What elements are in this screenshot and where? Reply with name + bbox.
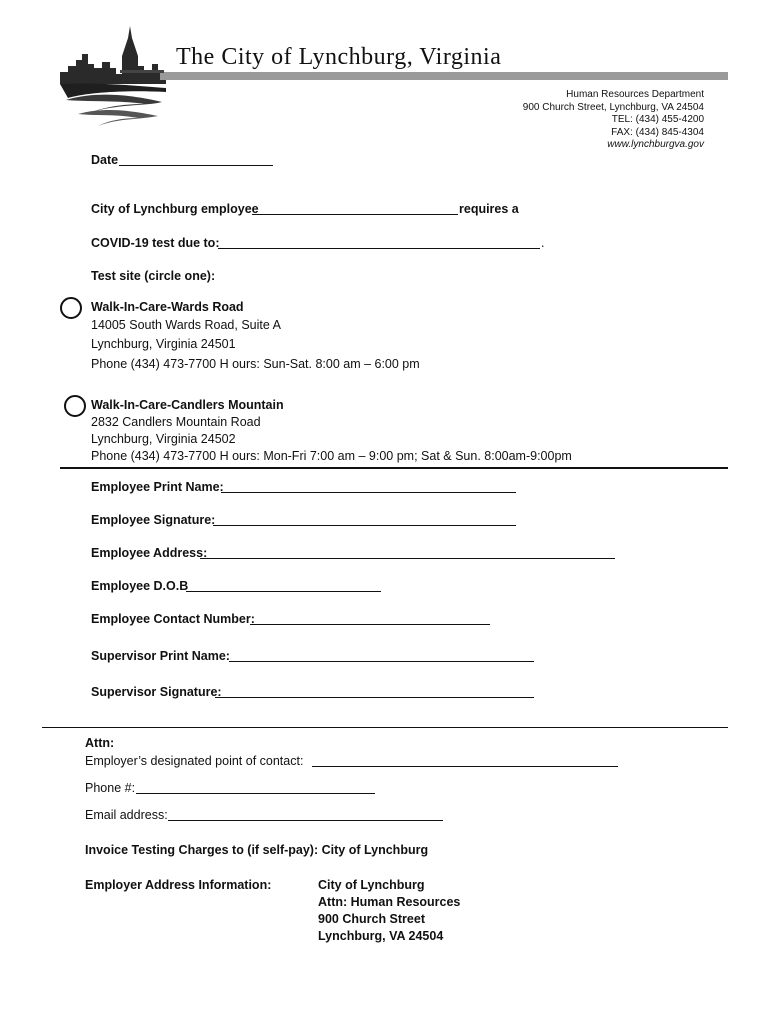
supervisor-print-name-field[interactable] xyxy=(229,661,534,662)
date-field[interactable] xyxy=(119,165,273,166)
site-1-select-circle[interactable] xyxy=(60,297,82,319)
employer-address-line-3: 900 Church Street xyxy=(318,912,425,926)
hr-fax: FAX: (434) 845-4304 xyxy=(611,126,704,138)
employee-address-label: Employee Address: xyxy=(91,546,208,560)
supervisor-print-name-label: Supervisor Print Name: xyxy=(91,649,230,663)
phone-field[interactable] xyxy=(136,793,375,794)
test-site-label: Test site (circle one): xyxy=(91,269,216,283)
site-1-phone: Phone (434) 473-7700 H ours: Sun-Sat. 8:00 am – 6:00 pm xyxy=(91,357,420,371)
employee-dob-label: Employee D.O.B xyxy=(91,579,189,593)
employee-name-field[interactable] xyxy=(252,214,458,215)
site-2-phone: Phone (434) 473-7700 H ours: Mon-Fri 7:00 am – 9:00 pm; Sat & Sun. 8:00am-9:00pm xyxy=(91,449,572,463)
employee-print-name-label: Employee Print Name: xyxy=(91,480,224,494)
city-logo xyxy=(58,26,170,128)
section-divider-2 xyxy=(42,727,728,728)
employer-address-line-1: City of Lynchburg xyxy=(318,878,425,892)
employee-dob-field[interactable] xyxy=(186,591,381,592)
requires-label: requires a xyxy=(459,202,519,216)
employer-address-line-4: Lynchburg, VA 24504 xyxy=(318,929,444,943)
site-2-select-circle[interactable] xyxy=(64,395,86,417)
email-label: Email address: xyxy=(85,808,168,822)
site-1-city: Lynchburg, Virginia 24501 xyxy=(91,337,236,351)
employer-address-label: Employer Address Information: xyxy=(85,878,272,892)
poc-label: Employer’s designated point of contact: xyxy=(85,754,304,768)
site-2-street: 2832 Candlers Mountain Road xyxy=(91,415,261,429)
attn-label: Attn: xyxy=(85,736,115,750)
phone-label: Phone #: xyxy=(85,781,136,795)
employee-print-name-field[interactable] xyxy=(221,492,516,493)
header-band xyxy=(160,72,728,80)
hr-website: www.lynchburgva.gov xyxy=(607,139,704,150)
hr-address: 900 Church Street, Lynchburg, VA 24504 xyxy=(522,101,704,113)
covid-reason-field[interactable] xyxy=(218,248,540,249)
poc-field[interactable] xyxy=(312,766,618,767)
header-band-thin xyxy=(120,70,164,73)
employer-address-line-2: Attn: Human Resources xyxy=(318,895,461,909)
site-1-name: Walk-In-Care-Wards Road xyxy=(91,300,244,314)
site-1-street: 14005 South Wards Road, Suite A xyxy=(91,318,281,332)
employee-label: City of Lynchburg employee xyxy=(91,202,259,216)
site-2-name: Walk-In-Care-Candlers Mountain xyxy=(91,398,284,412)
employee-address-field[interactable] xyxy=(200,558,615,559)
page-title: The City of Lynchburg, Virginia xyxy=(176,44,502,70)
employee-contact-label: Employee Contact Number: xyxy=(91,612,255,626)
site-2-city: Lynchburg, Virginia 24502 xyxy=(91,432,236,446)
supervisor-signature-label: Supervisor Signature: xyxy=(91,685,222,699)
supervisor-signature-field[interactable] xyxy=(215,697,534,698)
hr-tel: TEL: (434) 455-4200 xyxy=(611,114,704,125)
covid-period: . xyxy=(541,236,545,250)
hr-contact-block xyxy=(523,89,704,152)
section-divider-1 xyxy=(60,467,728,469)
employee-contact-field[interactable] xyxy=(250,624,490,625)
invoice-label: Invoice Testing Charges to (if self-pay): City of Lynchburg xyxy=(85,843,429,857)
employee-signature-field[interactable] xyxy=(213,525,516,526)
hr-department: Human Resources Department xyxy=(566,89,704,100)
covid-label: COVID-19 test due to: xyxy=(91,236,220,250)
email-field[interactable] xyxy=(168,820,443,821)
date-label: Date xyxy=(91,153,119,167)
employee-signature-label: Employee Signature: xyxy=(91,513,216,527)
